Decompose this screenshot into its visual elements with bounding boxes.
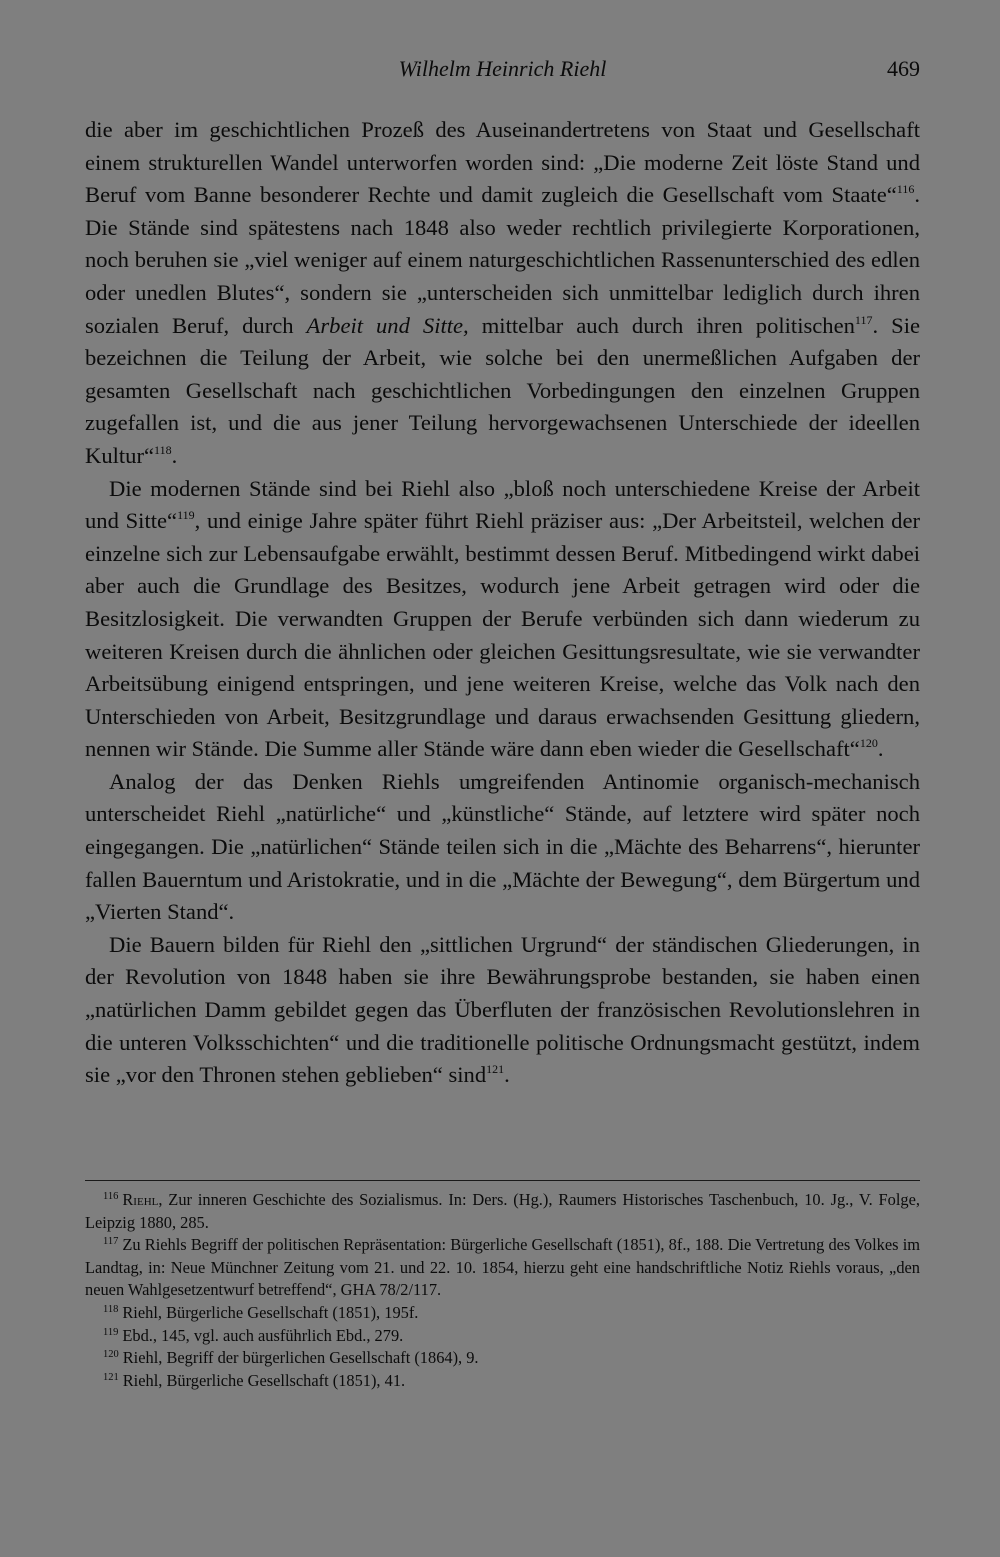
footnote-text: Ebd., 145, vgl. auch ausführlich Ebd., 279. — [122, 1325, 404, 1345]
footnote-number: 121 — [103, 1371, 119, 1383]
footnote-ref: 121 — [486, 1062, 505, 1077]
running-head — [85, 52, 920, 86]
footnote-number: 120 — [103, 1349, 119, 1361]
text-run: . — [171, 442, 178, 468]
footnote-ref: 117 — [854, 312, 873, 327]
emphasis-text: Arbeit und Sitte, — [306, 312, 469, 338]
footnote-116 — [85, 1189, 920, 1234]
footnote-divider — [85, 1180, 920, 1181]
page-number: 469 — [887, 56, 920, 81]
footnote-ref: 116 — [896, 182, 915, 197]
text-run: , und einige Jahre später führt Riehl präziser aus: „Der Arbeitsteil, welchen der einzelne sich zur Lebensaufgabe erwählt, bestimmt dessen Beruf. Mitbedingend wirkt dabei aber auch die Grundlage des Besitzes, wodurch jene Arbeit getragen wird oder die Besitzlosigkeit. Die verwandten Gruppen der Berufe verbünden sich dann wiederum zu weiteren Kreisen durch die ähnlichen oder gleichen Gesittungsresultate, wie sie verwandter Arbeitsübung einigend entspringen, und jene weiteren Kreise, welche das Volk nach den Unterschieden von Arbeit, Besitzgrundlage und daraus erwachsenden Gesittung gliedern, nennen wir Stände. Die Summe aller Stände wäre dann eben wieder die Gesellschaft“ — [85, 508, 920, 762]
footnote-number: 119 — [103, 1326, 119, 1338]
paragraph-2 — [85, 473, 920, 766]
text-run: . — [504, 1062, 510, 1088]
text-run: Analog der das Denken Riehls umgreifenden Antinomie organisch-mechanisch unterscheidet Riehl „natürliche“ und „künstliche“ Stände, auf letztere wird später noch eingegangen. Die „natürlichen“ Stände teilen sich in die „Mächte des Beharrens“, hierunter fallen Bauerntum und Aristokratie, und in die „Mächte der Bewegung“, dem Bürgertum und „Vierten Stand“. — [85, 768, 920, 925]
footnote-text: Riehl, Bürgerliche Gesellschaft (1851), 195f. — [122, 1302, 419, 1322]
footnote-text: Zu Riehls Begriff der politischen Repräsentation: Bürgerliche Gesellschaft (1851), 8f., 188. Die Vertretung des Volkes im Landtag, in: Neue Münchner Zeitung vom 21. und 22. 10. 1854, hierzu geht eine handschriftliche Notiz Riehls voraus, „den neuen Wahlgesetzentwurf betreffend“, GHA 78/2/117. — [85, 1235, 920, 1300]
text-run: Die modernen Stände sind bei Riehl also „bloß noch unterschiedene Kreise der Arbeit und Sitte“ — [85, 475, 920, 534]
text-run: . — [877, 736, 884, 762]
footnote-author: Riehl — [122, 1190, 159, 1209]
footnote-119 — [85, 1325, 920, 1348]
footnote-121 — [85, 1370, 920, 1393]
text-run: mittelbar auch durch ihren politischen — [468, 312, 855, 338]
text-run: . Sie bezeichnen die Teilung der Arbeit, wie solche bei den unermeßlichen Aufgaben der gesamten Gesellschaft nach geschichtlichen Vorbedingungen den einzelnen Gruppen zugefallen ist, und die aus jener Teilung hervorgewachsenen Unterschiede der ideellen Kultur“ — [85, 312, 920, 468]
footnotes — [85, 1189, 920, 1392]
footnote-120 — [85, 1347, 920, 1370]
footnote-text: , Zur inneren Geschichte des Sozialismus. In: Ders. (Hg.), Raumers Historisches Taschenbuch, 10. Jg., V. Folge, Leipzig 1880, 285. — [85, 1190, 920, 1232]
footnote-ref: 119 — [177, 508, 195, 523]
paragraph-1 — [85, 114, 920, 473]
footnote-text: Riehl, Bürgerliche Gesellschaft (1851), 41. — [122, 1370, 406, 1390]
paragraph-4 — [85, 929, 920, 1092]
footnote-117 — [85, 1234, 920, 1302]
text-run: . Die Stände sind spätestens nach 1848 also weder rechtlich privilegierte Korporationen, noch beruhen sie „viel weniger auf einem naturgeschichtlichen Rassenunterschied des edlen oder unedlen Blutes“, sondern sie „unterscheiden sich unmittelbar lediglich durch ihren sozialen Beruf, durch — [85, 182, 920, 338]
paragraph-3 — [85, 766, 920, 929]
footnote-number: 118 — [103, 1303, 119, 1315]
text-run: Die Bauern bilden für Riehl den „sittlichen Urgrund“ der ständischen Gliederungen, in der Revolution von 1848 haben sie ihre Bewährungsprobe bestanden, sie haben einen „natürlichen Damm gebildet gegen das Überfluten der französischen Revolutionslehren in die unteren Volksschichten“ und die traditionelle politische Ordnungsmacht gestützt, indem sie „vor den Thronen stehen geblieben“ sind — [85, 931, 920, 1088]
footnote-ref: 118 — [154, 442, 172, 457]
footnote-number: 117 — [103, 1236, 119, 1248]
footnote-ref: 120 — [859, 736, 878, 751]
body-text — [85, 114, 920, 1092]
footnote-number: 116 — [103, 1191, 119, 1202]
footnote-118 — [85, 1302, 920, 1325]
text-run: die aber im geschichtlichen Prozeß des Auseinandertretens von Staat und Gesellschaft einem strukturellen Wandel unterworfen worden sind: „Die moderne Zeit löste Stand und Beruf vom Banne besonderer Rechte und damit zugleich die Gesellschaft vom Staate“ — [85, 117, 920, 208]
footnote-text: Riehl, Begriff der bürgerlichen Gesellschaft (1864), 9. — [122, 1348, 479, 1368]
running-title: Wilhelm Heinrich Riehl — [398, 56, 607, 81]
